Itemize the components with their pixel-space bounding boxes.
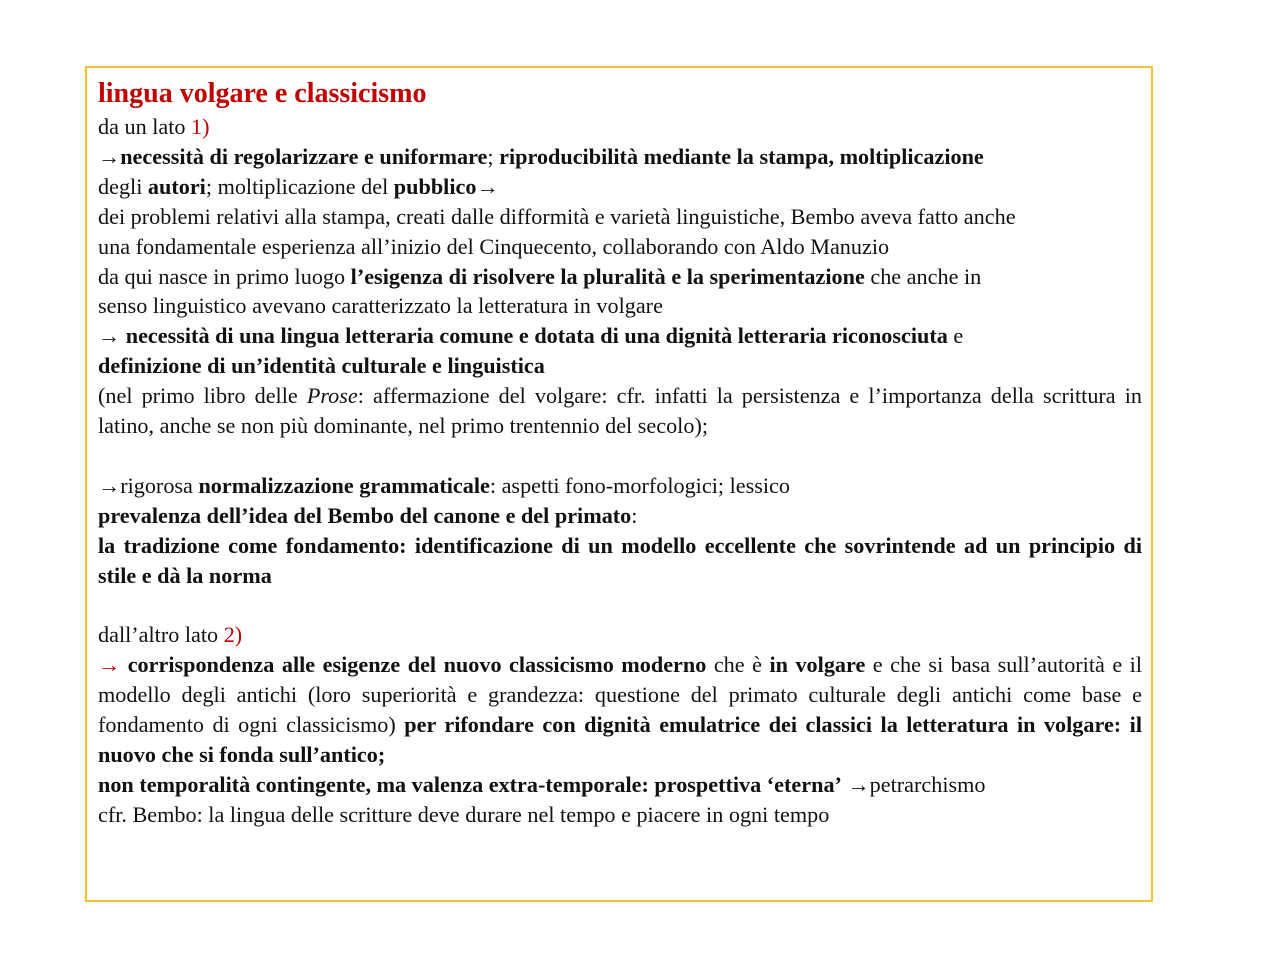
colon-text: : xyxy=(631,502,638,528)
rifondare-phrase: per rifondare con dignità emulatrice dei classici la letteratura in volgare: il nuovo che si fonda sull’antico; xyxy=(98,712,1142,767)
esigenza-phrase: l’esigenza di risolvere la pluralità e la sperimentazione xyxy=(350,263,865,289)
identita-phrase: definizione di un’identità culturale e linguistica xyxy=(98,353,545,379)
section2-line2 xyxy=(98,501,1142,531)
section1-line5 xyxy=(98,262,1142,292)
section1-number: 1) xyxy=(191,114,210,139)
rigorosa-text: rigorosa xyxy=(120,472,199,498)
section1-line4: una fondamentale esperienza all’inizio del Cinquecento, collaborando con Aldo Manuzio xyxy=(98,233,890,259)
section1-line1 xyxy=(98,142,1142,172)
line5-text-a: da qui nasce in primo luogo xyxy=(98,263,351,289)
section1-line8 xyxy=(98,351,1142,381)
section3-paragraph xyxy=(98,650,1142,770)
section3-intro xyxy=(98,620,1142,650)
riproducibilita-phrase: riproducibilità mediante la stampa, moltiplicazione xyxy=(499,143,984,169)
spacer xyxy=(98,441,1142,471)
section3-intro-text: dall’altro lato xyxy=(98,622,224,648)
arrow-icon: → xyxy=(98,323,126,349)
section3-number: 2) xyxy=(223,622,243,648)
petrarchismo-text: →petrarchismo xyxy=(841,771,986,797)
tradizione-phrase: la tradizione come fondamento: identificazione di un modello eccellente che sovrintende ad un principio di stile e dà la norma xyxy=(98,532,1142,588)
section1-line2 xyxy=(98,172,1142,202)
in-volgare-phrase: in volgare xyxy=(769,652,866,678)
pubblico-word: pubblico xyxy=(393,173,477,199)
section1-line7 xyxy=(98,321,1142,351)
autori-word: autori xyxy=(147,173,206,199)
line5-text-b: che anche in xyxy=(864,263,982,289)
section3-line2 xyxy=(98,770,1142,800)
arrow-icon: → xyxy=(98,652,128,678)
section1-intro-text: da un lato xyxy=(98,114,192,139)
aspetti-text: : aspetti fono-morfologici; lessico xyxy=(489,472,790,498)
separator-text: ; xyxy=(487,143,500,169)
lingua-comune-phrase: necessità di una lingua letteraria comune e dotata di una dignità letteraria riconosciuta xyxy=(125,323,948,349)
section2-line3 xyxy=(98,531,1142,591)
section1-line3: dei problemi relativi alla stampa, creati dalle difformità e varietà linguistiche, Bembo aveva fatto anche xyxy=(98,203,1016,229)
normalizzazione-phrase: normalizzazione grammaticale xyxy=(198,472,490,498)
prevalenza-phrase: prevalenza dell’idea del Bembo del canone e del primato xyxy=(98,502,632,528)
arrow-icon: → xyxy=(98,472,121,498)
temporalita-phrase: non temporalità contingente, ma valenza extra-temporale: prospettiva ‘eterna’ xyxy=(98,771,842,797)
line2-text-b: ; moltiplicazione del xyxy=(205,173,394,199)
section1-intro xyxy=(98,112,1142,142)
slide-content xyxy=(98,76,1142,830)
arrow-icon: → xyxy=(98,143,121,169)
line2-text-a: degli xyxy=(98,173,148,199)
slide-title: lingua volgare e classicismo xyxy=(98,78,427,109)
section1-line6: senso linguistico avevano caratterizzato la letteratura in volgare xyxy=(98,293,663,319)
corrispondenza-phrase: corrispondenza alle esigenze del nuovo classicismo moderno xyxy=(127,652,707,678)
section3-line3: cfr. Bembo: la lingua delle scritture deve durare nel tempo e piacere in ogni tempo xyxy=(98,801,830,827)
antichi-text: e che si basa sull’autorità e il modello degli antichi (loro superiorità e grandezza: questione del primato culturale degli antichi come base e fondamento di ogni classicismo) xyxy=(98,652,1143,738)
arrow-icon: → xyxy=(476,173,499,199)
prose-text-b: : affermazione del volgare: cfr. infatti la persistenza e l’importanza della scrittura in latino, anche se non più dominante, nel primo trentennio del secolo); xyxy=(98,383,1142,439)
section1-prose-paragraph xyxy=(98,381,1142,441)
section2-line1 xyxy=(98,471,1142,501)
spacer xyxy=(98,590,1142,620)
prose-title: Prose xyxy=(306,383,358,409)
line7-text: e xyxy=(947,323,964,349)
prose-text-a: (nel primo libro delle xyxy=(98,383,307,409)
regolarizzare-phrase: necessità di regolarizzare e uniformare xyxy=(120,143,488,169)
che-text: che è xyxy=(706,652,770,678)
